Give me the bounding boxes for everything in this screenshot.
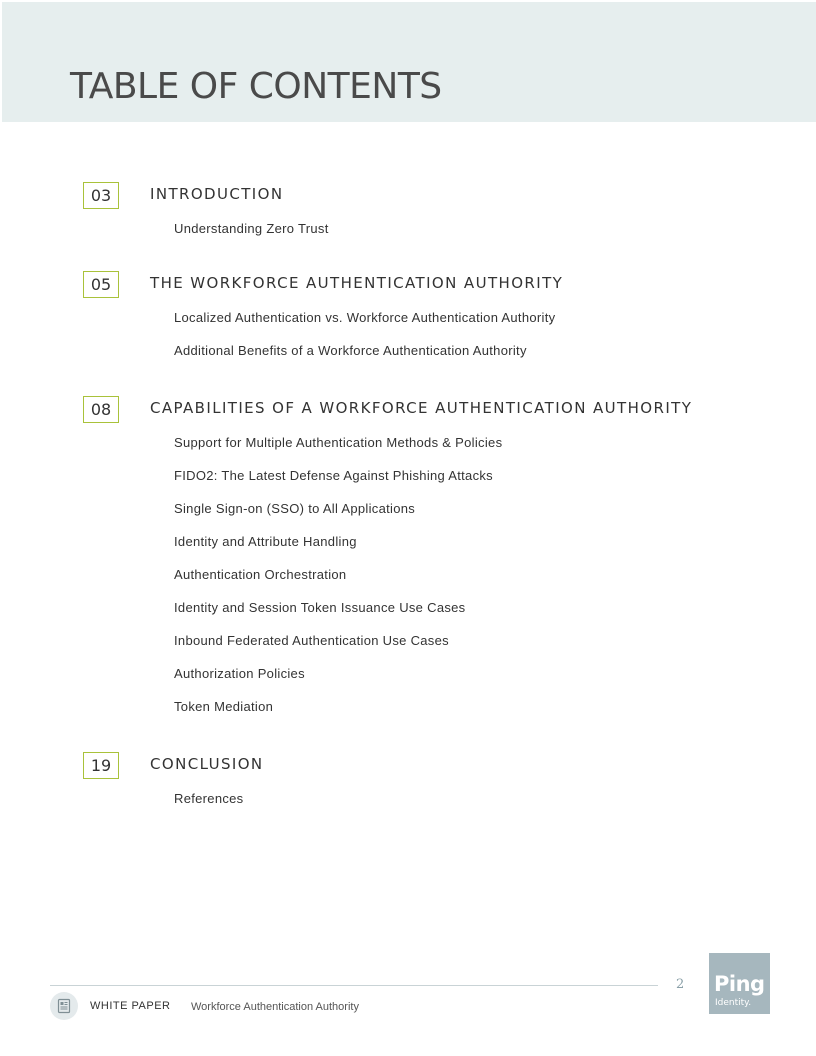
toc-page-number[interactable]: 05 <box>83 271 119 298</box>
toc-sub-item[interactable]: References <box>174 791 244 806</box>
toc-sub-item[interactable]: Single Sign-on (SSO) to All Applications <box>174 501 416 516</box>
ping-identity-logo <box>709 953 770 1014</box>
toc-sub-item[interactable]: Localized Authentication vs. Workforce Authentication Authority <box>174 310 556 325</box>
footer-divider <box>50 985 658 986</box>
toc-sub-item[interactable]: Additional Benefits of a Workforce Authentication Authority <box>174 343 527 358</box>
toc-section-heading[interactable]: CAPABILITIES OF A WORKFORCE AUTHENTICATION AUTHORITY <box>150 399 693 417</box>
toc-sub-item[interactable]: Authentication Orchestration <box>174 567 347 582</box>
toc-section-heading[interactable]: INTRODUCTION <box>150 185 284 203</box>
toc-page-number[interactable]: 19 <box>83 752 119 779</box>
toc-section-heading[interactable]: CONCLUSION <box>150 755 264 773</box>
toc-sub-item[interactable]: Understanding Zero Trust <box>174 221 329 236</box>
toc-sub-item[interactable]: Token Mediation <box>174 699 274 714</box>
footer-label: WHITE PAPER <box>90 1000 171 1012</box>
logo-word: Ping <box>714 972 765 996</box>
toc-sub-item[interactable]: Identity and Attribute Handling <box>174 534 357 549</box>
toc-sub-item[interactable]: Authorization Policies <box>174 666 305 681</box>
toc-sub-item[interactable]: FIDO2: The Latest Defense Against Phishing Attacks <box>174 468 493 483</box>
toc-page-number[interactable]: 03 <box>83 182 119 209</box>
page-title: TABLE OF CONTENTS <box>70 66 442 107</box>
toc-page-number[interactable]: 08 <box>83 396 119 423</box>
toc-sub-item[interactable]: Support for Multiple Authentication Methods & Policies <box>174 435 503 450</box>
logo-subtext: Identity. <box>715 998 752 1008</box>
toc-section-heading[interactable]: THE WORKFORCE AUTHENTICATION AUTHORITY <box>150 274 564 292</box>
footer-document-title: Workforce Authentication Authority <box>191 1001 359 1013</box>
toc-sub-item[interactable]: Inbound Federated Authentication Use Cases <box>174 633 449 648</box>
footer-page-number: 2 <box>676 977 685 992</box>
toc-sub-item[interactable]: Identity and Session Token Issuance Use Cases <box>174 600 466 615</box>
document-icon <box>50 992 78 1020</box>
